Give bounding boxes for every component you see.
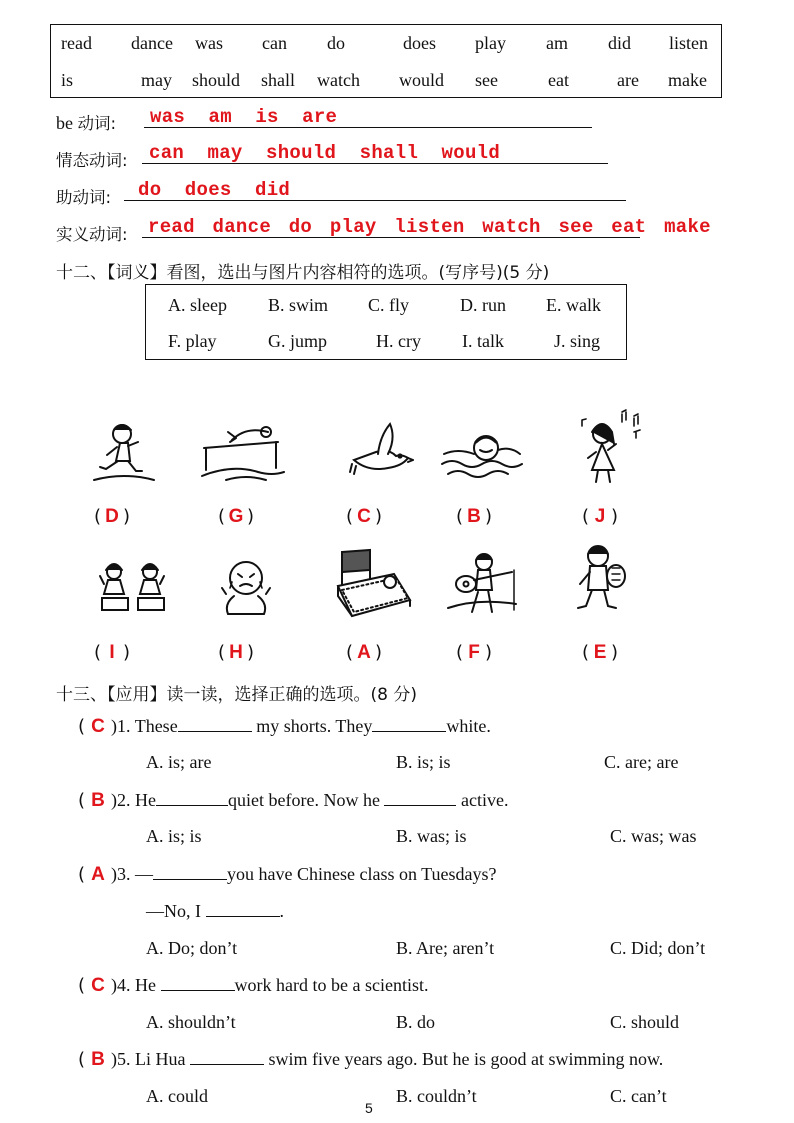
question-option: B. is; is bbox=[396, 752, 451, 772]
question-option: B. was; is bbox=[396, 826, 467, 846]
running-kid-icon bbox=[92, 416, 156, 488]
option-item: B. swim bbox=[268, 295, 329, 315]
word-bank-word: would bbox=[399, 70, 444, 90]
page-number: 5 bbox=[365, 1100, 373, 1116]
word-bank-word: watch bbox=[317, 70, 360, 90]
word-bank-word: listen bbox=[669, 33, 708, 53]
answer-bracket: ( F ) bbox=[456, 642, 493, 663]
option-item: D. run bbox=[460, 295, 506, 315]
word-bank-word: did bbox=[608, 33, 632, 53]
option-item: J. sing bbox=[554, 331, 601, 351]
answer-bracket: ( G ) bbox=[218, 506, 255, 527]
question-option: A. could bbox=[146, 1086, 208, 1106]
category-label-notional: 实义动词: bbox=[56, 225, 128, 244]
question-2: ( B )2. He quiet before. Now he active. bbox=[78, 790, 509, 811]
question-option: C. Did; don’t bbox=[610, 938, 706, 958]
picture-answer: G bbox=[228, 506, 244, 527]
section-13-title: 十三、【应用】读一读，选择正确的选项。(8 分) bbox=[56, 685, 417, 705]
sleeping-baby-icon bbox=[334, 546, 414, 620]
answer-bracket: ( H ) bbox=[218, 642, 255, 663]
question-option: A. Do; don’t bbox=[146, 938, 238, 958]
question-4: ( C )4. He work hard to be a scientist. bbox=[78, 975, 429, 996]
question-answer: A bbox=[91, 864, 105, 885]
question-option: A. shouldn’t bbox=[146, 1012, 236, 1032]
word-bank-word: can bbox=[262, 33, 287, 53]
word-bank-word: play bbox=[475, 33, 506, 53]
question-answer: C bbox=[91, 975, 105, 996]
picture-answer: D bbox=[105, 506, 119, 527]
category-answer-modal: can may should shall would bbox=[149, 142, 501, 164]
picture-answer: B bbox=[467, 506, 481, 527]
option-box bbox=[145, 284, 627, 360]
word-bank-word: shall bbox=[261, 70, 295, 90]
answer-bracket: ( J ) bbox=[582, 506, 619, 527]
word-bank-box bbox=[50, 24, 722, 98]
picture-answer: H bbox=[229, 642, 243, 663]
category-label-auxiliary: 助动词: bbox=[56, 188, 112, 207]
question-3: ( A )3. — you have Chinese class on Tuesdays? bbox=[78, 864, 497, 885]
question-option: B. Are; aren’t bbox=[396, 938, 495, 958]
word-bank-word: should bbox=[192, 70, 241, 90]
option-item: A. sleep bbox=[168, 295, 227, 315]
walking-boy-icon bbox=[572, 542, 632, 618]
answer-bracket: ( I ) bbox=[94, 642, 131, 663]
category-answer-be: was am is are bbox=[150, 106, 338, 128]
option-item: G. jump bbox=[268, 331, 328, 351]
word-bank-word: may bbox=[141, 70, 172, 90]
singing-girl-icon bbox=[578, 406, 648, 488]
question-option: A. is; are bbox=[146, 752, 212, 772]
picture-answer: A bbox=[357, 642, 371, 663]
question-answer: C bbox=[91, 716, 105, 737]
word-bank-word: make bbox=[668, 70, 707, 90]
option-item: E. walk bbox=[546, 295, 601, 315]
word-bank-word: are bbox=[617, 70, 639, 90]
word-bank-word: is bbox=[61, 70, 74, 90]
picture-answer: J bbox=[594, 506, 606, 527]
option-item: I. talk bbox=[462, 331, 504, 351]
answer-bracket: ( B ) bbox=[456, 506, 493, 527]
word-bank-word: eat bbox=[548, 70, 569, 90]
guitar-player-icon bbox=[444, 550, 520, 620]
flying-bird-icon bbox=[348, 420, 414, 482]
option-item: C. fly bbox=[368, 295, 410, 315]
question-3-reply: —No, I . bbox=[146, 901, 284, 921]
category-label-modal: 情态动词: bbox=[56, 151, 128, 170]
question-option: C. can’t bbox=[610, 1086, 667, 1106]
word-bank-word: see bbox=[475, 70, 498, 90]
crying-baby-icon bbox=[218, 556, 274, 620]
question-option: C. are; are bbox=[604, 752, 679, 772]
picture-answer: C bbox=[357, 506, 371, 527]
answer-bracket: ( A ) bbox=[346, 642, 383, 663]
answer-bracket: ( D ) bbox=[94, 506, 131, 527]
category-label-be: be 动词: bbox=[56, 113, 117, 133]
category-answer-notional: read dance do play listen watch see eat make bbox=[148, 216, 711, 238]
option-item: F. play bbox=[168, 331, 217, 351]
picture-answer: E bbox=[593, 642, 607, 663]
question-option: C. was; was bbox=[610, 826, 697, 846]
question-answer: B bbox=[91, 790, 105, 811]
word-bank-word: was bbox=[195, 33, 223, 53]
question-option: B. do bbox=[396, 1012, 436, 1032]
word-bank-word: read bbox=[61, 33, 92, 53]
word-bank-word: am bbox=[546, 33, 568, 53]
word-bank-word: dance bbox=[131, 33, 173, 53]
category-answer-auxiliary: do does did bbox=[138, 179, 291, 201]
question-5: ( B )5. Li Hua swim five years ago. But he is good at swimming now. bbox=[78, 1049, 664, 1070]
picture-answer: I bbox=[109, 642, 115, 663]
answer-bracket: ( C ) bbox=[346, 506, 383, 527]
word-bank-word: do bbox=[327, 33, 345, 53]
answer-bracket: ( E ) bbox=[582, 642, 619, 663]
option-item: H. cry bbox=[376, 331, 421, 351]
question-option: B. couldn’t bbox=[396, 1086, 477, 1106]
question-answer: B bbox=[91, 1049, 105, 1070]
question-1: ( C )1. These my shorts. They white. bbox=[78, 716, 491, 737]
picture-answer: F bbox=[468, 642, 480, 663]
section-12-title: 十二、【词义】看图，选出与图片内容相符的选项。(写序号)(5 分) bbox=[56, 263, 550, 283]
talking-girls-icon bbox=[96, 558, 170, 614]
question-option: A. is; is bbox=[146, 826, 202, 846]
word-bank-word: does bbox=[403, 33, 436, 53]
question-option: C. should bbox=[610, 1012, 680, 1032]
high-jump-icon bbox=[196, 420, 288, 486]
swimmer-icon bbox=[440, 428, 524, 480]
